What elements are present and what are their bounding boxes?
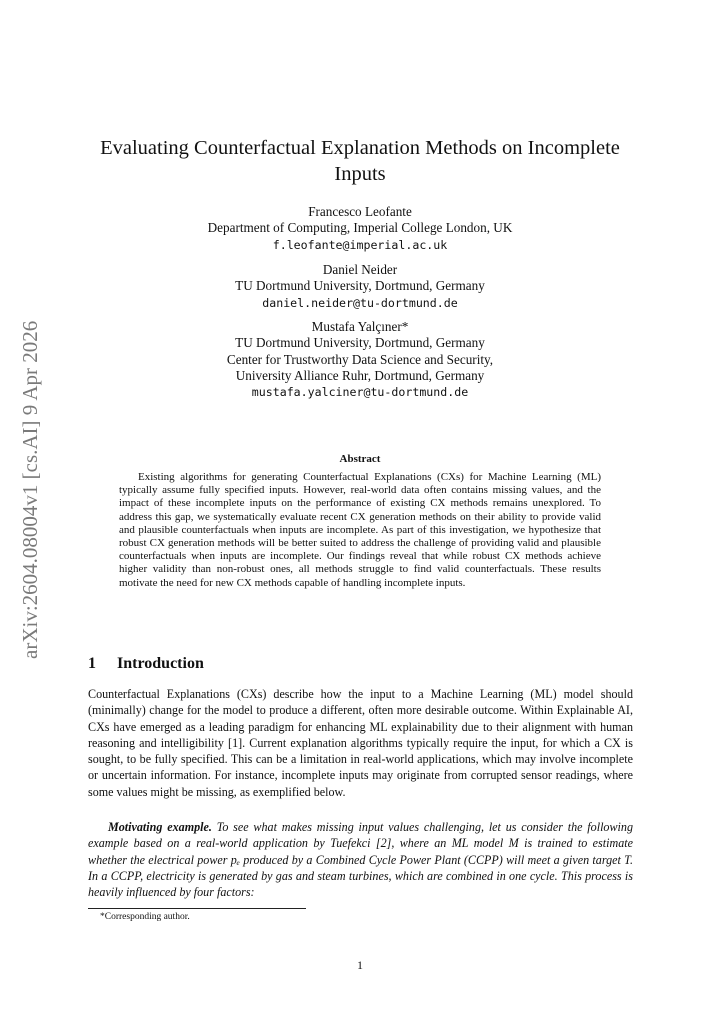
- abstract-heading: Abstract: [339, 453, 381, 465]
- arxiv-identifier-stamp: arXiv:2604.08004v1 [cs.AI] 9 Apr 2026: [18, 320, 42, 660]
- intro-paragraph: Counterfactual Explanations (CXs) describe how the input to a Machine Learning (ML) model should (minimally) change for the model to produce a different, often more desirable outcome. Within Explainable AI, CXs have emerged as a leading paradigm for enhancing ML explainability due to their alignment with human reasoning and intelligibility [1]. Current explanation algorithms typically require the input, for which a CX is sought, to be fully specified. This can be a limitation in real-world applications, which may involve incomplete or uncertain information. For instance, incomplete inputs may originate from corrupted sensor readings, where some values might be missing, as exemplified below.: [88, 687, 633, 799]
- footnote: *Corresponding author.: [100, 912, 190, 922]
- author-email: daniel.neider@tu-dortmund.de: [262, 295, 458, 310]
- paragraph-body: To see what makes missing input values challenging, let us consider the following example based on a real-world application by Tuefekci [2], where an ML model M is trained to estimate whether the electrical power pₑ produced by a Combined Cycle Power Plant (CCPP) will meet a given target T. In a CCPP, electricity is generated by gas and steam turbines, which are combined in one cycle. This process is heavily influenced by four factors:: [88, 820, 633, 900]
- author-name: Mustafa Yalçıner*: [311, 319, 409, 334]
- author-block-1: [140, 204, 580, 253]
- paragraph-lead: Motivating example.: [108, 820, 212, 834]
- footnote-divider: [88, 908, 306, 909]
- motivating-example-paragraph: [88, 819, 633, 900]
- author-email: mustafa.yalciner@tu-dortmund.de: [251, 385, 469, 400]
- author-name: Francesco Leofante: [308, 204, 412, 219]
- author-name: Daniel Neider: [322, 262, 398, 277]
- abstract-body: Existing algorithms for generating Counterfactual Explanations (CXs) for Machine Learning (ML) typically assume fully specified inputs. However, real-world data often contains missing values, and the impact of these incomplete inputs on the performance of existing CX methods remains unexplored. To address this gap, we systematically evaluate recent CX generation methods on their ability to provide valid and plausible counterfactuals when inputs are incomplete. As part of this investigation, we hypothesize that robust CX generation methods will be better suited to address the challenge of providing valid and plausible counterfactuals when inputs are incomplete. Our findings reveal that while robust CX methods achieve higher validity than non-robust ones, all methods struggle to find valid counterfactuals. These results motivate the need for new CX methods capable of handling incomplete inputs.: [119, 471, 601, 589]
- author-block-2: [140, 262, 580, 311]
- section-number: 1: [88, 655, 96, 672]
- author-affiliation: Center for Trustworthy Data Science and Security,: [226, 351, 494, 367]
- author-email: f.leofante@imperial.ac.uk: [272, 237, 448, 252]
- page-number: 1: [357, 958, 363, 972]
- author-affiliation: TU Dortmund University, Dortmund, Germany: [235, 335, 485, 351]
- author-affiliation: Department of Computing, Imperial College London, UK: [207, 220, 513, 236]
- author-block-3: [140, 319, 580, 400]
- author-affiliation: University Alliance Ruhr, Dortmund, Germany: [235, 367, 485, 383]
- author-affiliation: TU Dortmund University, Dortmund, Germany: [235, 278, 485, 294]
- section-heading: [88, 655, 488, 673]
- paper-title: Evaluating Counterfactual Explanation Methods on Incomplete Inputs: [100, 137, 620, 185]
- section-title: Introduction: [117, 655, 204, 672]
